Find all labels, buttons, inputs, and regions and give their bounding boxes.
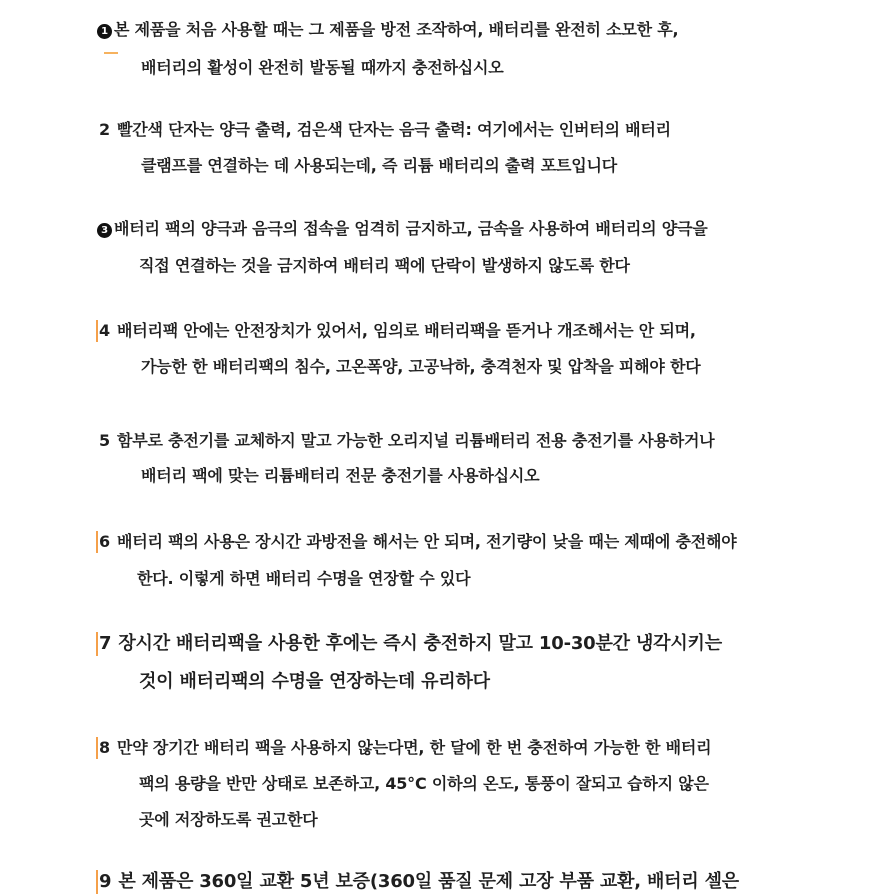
item-number: 8 — [96, 737, 110, 759]
instruction-line — [141, 57, 503, 79]
instruction-text: 곳에 저장하도록 권고한다 — [139, 810, 318, 829]
instruction-text: 본 제품은 360일 교환 5년 보증(360일 품질 문제 고장 부품 교환, 배터리 셀은 — [118, 871, 739, 892]
instruction-text: 팩의 용량을 반만 상태로 보존하고, 45°C 이하의 온도, 통풍이 잘되고 습하지 않은 — [139, 774, 709, 793]
instruction-line — [139, 255, 630, 277]
instruction-line — [139, 773, 709, 795]
instruction-line — [141, 356, 701, 378]
instruction-text: 빨간색 단자는 양극 출력, 검은색 단자는 음극 출력: 여기에서는 인버터의 배터리 — [116, 120, 671, 139]
item-number: 5 — [99, 431, 110, 450]
instruction-line — [99, 119, 671, 141]
instruction-line — [99, 531, 736, 553]
instruction-line — [97, 19, 678, 41]
instruction-text: 배터리팩 안에는 안전장치가 있어서, 임의로 배터리팩을 뜯거나 개조해서는 안 되며, — [116, 321, 696, 340]
instruction-text: 배터리 팩의 양극과 음극의 접속을 엄격히 금지하고, 금속을 사용하여 배터리의 양극을 — [114, 219, 708, 238]
instruction-text: 것이 배터리팩의 수명을 연장하는데 유리하다 — [139, 671, 490, 692]
instruction-line — [141, 465, 539, 487]
instruction-line — [99, 430, 715, 452]
item-number: 9 — [96, 870, 111, 894]
item-number-badge: 1 — [97, 24, 112, 39]
instruction-text: 배터리 팩의 사용은 장시간 과방전을 해서는 안 되며, 전기량이 낮을 때는 제때에 충전해야 — [116, 532, 737, 551]
accent-mark — [104, 52, 118, 54]
instruction-line — [141, 155, 617, 177]
instruction-text: 배터리의 활성이 완전히 발동될 때까지 충전하십시오 — [141, 58, 504, 77]
instruction-line — [99, 632, 722, 656]
instruction-line — [137, 568, 470, 590]
item-number: 2 — [99, 120, 110, 139]
instruction-text: 장시간 배터리팩을 사용한 후에는 즉시 충전하지 말고 10-30분간 냉각시키는 — [118, 633, 722, 654]
item-number-badge: 3 — [97, 223, 112, 238]
instruction-text: 직접 연결하는 것을 금지하여 배터리 팩에 단락이 발생하지 않도록 한다 — [139, 256, 630, 275]
instruction-line — [97, 218, 708, 240]
instruction-text: 배터리 팩에 맞는 리튬배터리 전문 충전기를 사용하십시오 — [141, 466, 540, 485]
instruction-text: 가능한 한 배터리팩의 침수, 고온폭양, 고공낙하, 충격천자 및 압착을 피해야 한다 — [141, 357, 701, 376]
instruction-text: 클램프를 연결하는 데 사용되는데, 즉 리튬 배터리의 출력 포트입니다 — [141, 156, 618, 175]
instruction-line — [139, 809, 318, 831]
instruction-text: 함부로 충전기를 교체하지 말고 가능한 오리지널 리튬배터리 전용 충전기를 사용하거나 — [116, 431, 715, 450]
instruction-text: 한다. 이렇게 하면 배터리 수명을 연장할 수 있다 — [137, 569, 471, 588]
instruction-text: 만약 장기간 배터리 팩을 사용하지 않는다면, 한 달에 한 번 충전하여 가능한 한 배터리 — [116, 738, 712, 757]
instruction-text: 본 제품을 처음 사용할 때는 그 제품을 방전 조작하여, 배터리를 완전히 소모한 후, — [114, 20, 679, 39]
item-number: 4 — [96, 320, 110, 342]
instruction-line — [139, 670, 490, 694]
instruction-line — [99, 870, 739, 894]
instruction-line — [99, 320, 696, 342]
item-number: 6 — [96, 531, 110, 553]
item-number: 7 — [96, 632, 111, 656]
instruction-line — [99, 737, 711, 759]
